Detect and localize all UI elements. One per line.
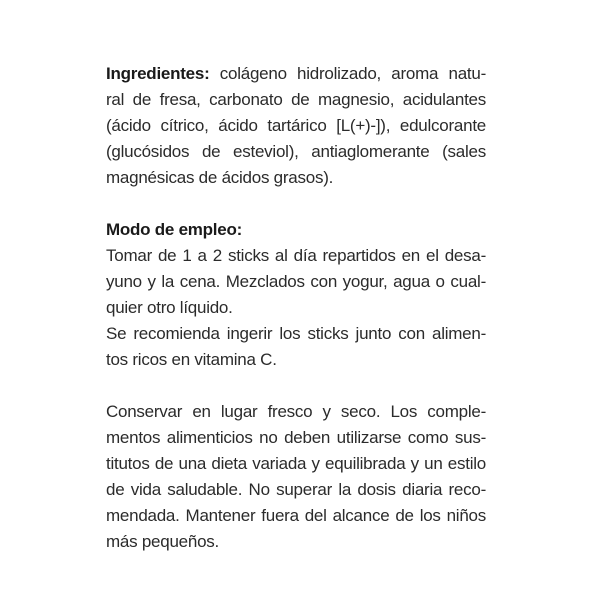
storage-line: de vida saludable. No superar la dosis diaria reco- bbox=[106, 480, 486, 499]
storage-line: mentos alimenticios no deben utilizarse como sus- bbox=[106, 428, 486, 447]
storage-line: titutos de una dieta variada y equilibrada y un estilo bbox=[106, 454, 486, 473]
usage-line: Tomar de 1 a 2 sticks al día repartidos en el desa- bbox=[106, 246, 486, 265]
usage-line: tos ricos en vitamina C. bbox=[106, 350, 277, 369]
storage-line: más pequeños. bbox=[106, 532, 219, 551]
section-spacer bbox=[106, 191, 486, 217]
usage-line: Se recomienda ingerir los sticks junto con alimen- bbox=[106, 324, 486, 343]
storage-line: Conservar en lugar fresco y seco. Los comple- bbox=[106, 402, 486, 421]
ingredients-section bbox=[106, 61, 486, 191]
section-spacer bbox=[106, 373, 486, 399]
ingredients-line: ral de fresa, carbonato de magnesio, acidulantes bbox=[106, 90, 486, 109]
storage-section bbox=[106, 399, 486, 555]
ingredients-line: (ácido cítrico, ácido tartárico [L(+)-]), edulcorante bbox=[106, 116, 486, 135]
ingredients-heading: Ingredientes: bbox=[106, 64, 210, 83]
usage-line: yuno y la cena. Mezclados con yogur, agua o cual- bbox=[106, 272, 486, 291]
usage-line: quier otro líquido. bbox=[106, 298, 233, 317]
ingredients-line: (glucósidos de esteviol), antiaglomerante (sales bbox=[106, 142, 486, 161]
ingredients-line: magnésicas de ácidos grasos). bbox=[106, 168, 334, 187]
usage-heading: Modo de empleo: bbox=[106, 220, 243, 239]
ingredients-line-1 bbox=[106, 61, 486, 87]
ingredients-text: colágeno hidrolizado, aroma natu- bbox=[209, 64, 486, 83]
usage-section bbox=[106, 217, 486, 373]
storage-line: mendada. Mantener fuera del alcance de los niños bbox=[106, 506, 486, 525]
label-text-block bbox=[106, 61, 486, 555]
